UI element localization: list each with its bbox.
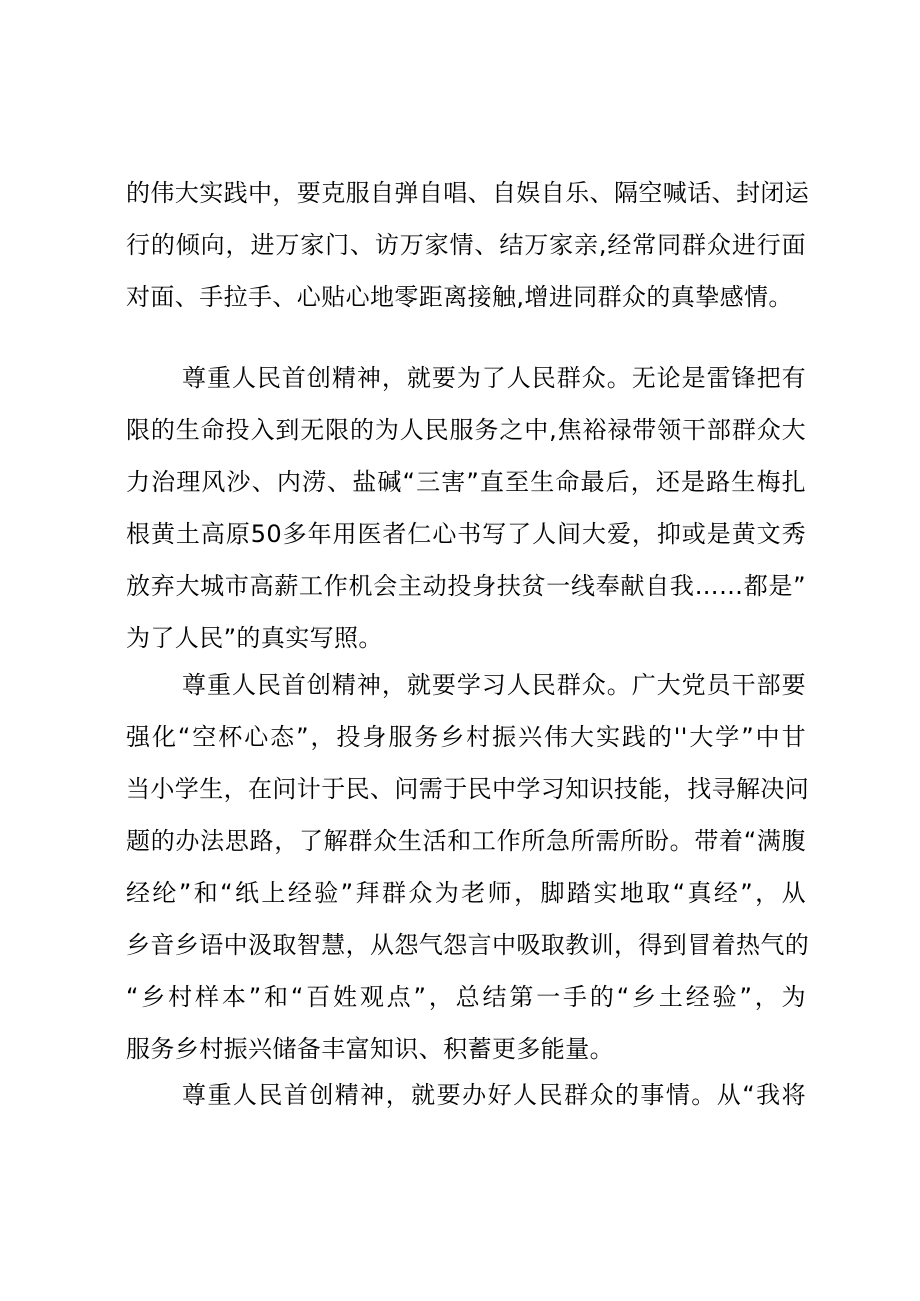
text-line: 尊重人民首创精神，就要办好人民群众的事情。从“我将 — [182, 1081, 806, 1109]
text-line: “乡村样本”和“百姓观点”，总结第一手的“乡土经验”，为 — [126, 983, 806, 1011]
text-line: 尊重人民首创精神，就要学习人民群众。广大党员干部要 — [182, 671, 806, 699]
text-line: 经纶”和“纸上经验”拜群众为老师，脚踏实地取“真经”，从 — [126, 879, 806, 907]
text-line: 服务乡村振兴储备丰富知识、积蓄更多能量。 — [126, 1035, 614, 1063]
text-line: 强化“空杯心态”，投身服务乡村振兴伟大实践的''大学”中甘 — [126, 723, 806, 751]
text-line: 限的生命投入到无限的为人民服务之中,焦裕禄带领干部群众大 — [126, 416, 806, 444]
paragraph-2 — [126, 352, 806, 664]
text-line: 的伟大实践中，要克服自弹自唱、自娱自乐、隔空喊话、封闭运 — [126, 179, 810, 207]
text-line: 尊重人民首创精神，就要为了人民群众。无论是雷锋把有 — [182, 364, 806, 392]
paragraph-1 — [126, 167, 810, 323]
text-line: 放弃大城市高薪工作机会主动投身扶贫一线奉献自我……都是” — [126, 572, 806, 600]
text-line: 力治理风沙、内涝、盐碱“三害”直至生命最后，还是路生梅扎 — [126, 468, 806, 496]
paragraph-4 — [126, 1069, 806, 1121]
paragraph-3 — [126, 659, 810, 1075]
text-line: 行的倾向，进万家门、访万家情、结万家亲,经常同群众进行面 — [126, 231, 806, 259]
text-line: 对面、手拉手、心贴心地零距离接触,增进同群众的真挚感情。 — [126, 283, 793, 311]
text-line: 当小学生，在问计于民、问需于民中学习知识技能，找寻解决问 — [126, 775, 810, 803]
text-line: 为了人民”的真实写照。 — [126, 624, 383, 652]
text-line: 题的办法思路，了解群众生活和工作所急所需所盼。带着“满腹 — [126, 827, 806, 855]
text-line: 根黄土高原50多年用医者仁心书写了人间大爱，抑或是黄文秀 — [126, 520, 806, 548]
text-line: 乡音乡语中汲取智慧，从怨气怨言中吸取教训，得到冒着热气的 — [126, 931, 810, 959]
